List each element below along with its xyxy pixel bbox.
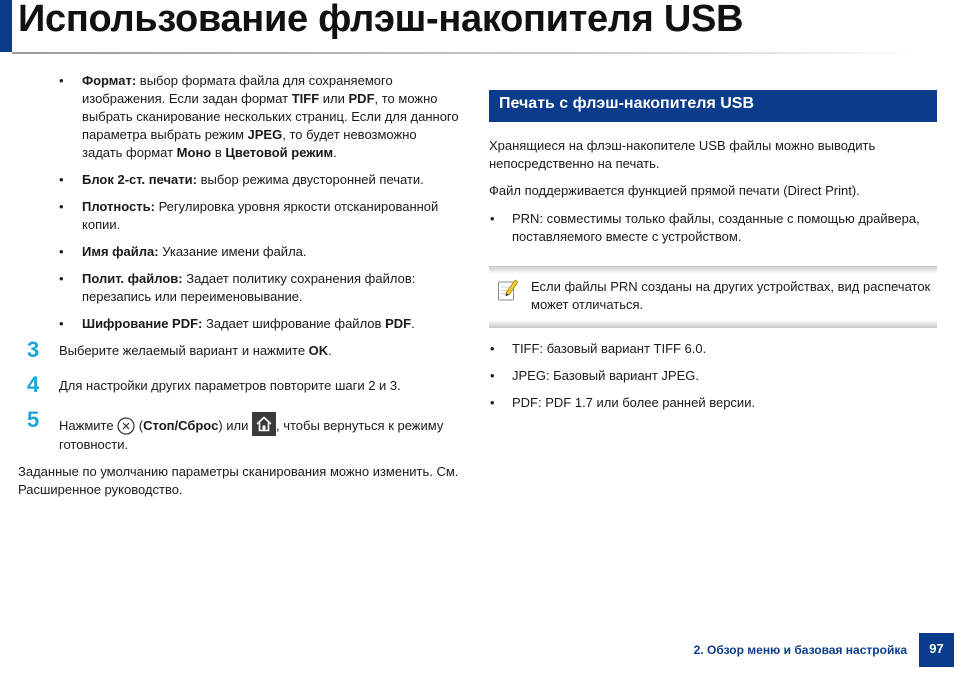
note-pencil-icon	[497, 277, 519, 303]
chapter-footer: 2. Обзор меню и базовая настройка	[693, 643, 907, 657]
list-item: • PDF: PDF 1.7 или более ранней версии.	[489, 394, 937, 412]
list-item: • Полит. файлов: Задает политику сохранения файлов: перезапись или переименовывание.	[0, 270, 460, 306]
format-list-bottom	[489, 340, 937, 412]
list-item: • Плотность: Регулировка уровня яркости отсканированной копии.	[0, 198, 460, 234]
note-text: Если файлы PRN созданы на других устройствах, вид распечаток может отличаться.	[531, 279, 931, 312]
step-number: 3	[27, 337, 40, 362]
intro-paragraph: Хранящиеся на флэш-накопителе USB файлы можно выводить непосредственно на печать.	[489, 138, 876, 171]
direct-print-paragraph: Файл поддерживается функцией прямой печати (Direct Print).	[489, 183, 860, 198]
stop-reset-icon	[117, 417, 135, 435]
step-number: 5	[27, 407, 40, 432]
left-column	[0, 72, 470, 499]
list-item: • Формат: выбор формата файла для сохраняемого изображения. Если задан формат TIFF или PDF, то можно выбрать сканирование нескольких страниц. Если для данного параметра выбрать режим JPEG, то будет невозможно задать формат Моно в Цветовой режим.	[0, 72, 460, 162]
list-item: • TIFF: базовый вариант TIFF 6.0.	[489, 340, 937, 358]
right-column	[489, 90, 937, 421]
list-item: • Блок 2-ст. печати: выбор режима двусторонней печати.	[0, 171, 460, 189]
step-3: 3 Выберите желаемый вариант и нажмите OK.	[27, 337, 332, 362]
step-5: 5 Нажмите (Стоп/Сброс) или , чтобы вернуться к режиму готовности.	[27, 407, 444, 452]
page-title: Использование флэш-накопителя USB	[18, 0, 744, 40]
defaults-paragraph: Заданные по умолчанию параметры сканирования можно изменить. См. Расширенное руководство.	[18, 464, 459, 497]
list-item: • Имя файла: Указание имени файла.	[0, 243, 460, 261]
list-item: • PRN: совместимы только файлы, созданные с помощью драйвера, поставляемого вместе с устройством.	[489, 210, 937, 246]
home-icon	[252, 412, 276, 436]
section-heading: Печать с флэш-накопителя USB	[489, 90, 937, 122]
note-box	[489, 266, 937, 328]
format-list-top	[489, 210, 937, 246]
step-4: 4 Для настройки других параметров повторите шаги 2 и 3.	[27, 372, 401, 397]
option-list	[0, 72, 470, 333]
title-accent-bar	[0, 0, 12, 52]
step-number: 4	[27, 372, 40, 397]
page-number: 97	[919, 633, 954, 667]
list-item: • Шифрование PDF: Задает шифрование файлов PDF.	[0, 315, 460, 333]
list-item: • JPEG: Базовый вариант JPEG.	[489, 367, 937, 385]
title-divider	[12, 52, 922, 54]
